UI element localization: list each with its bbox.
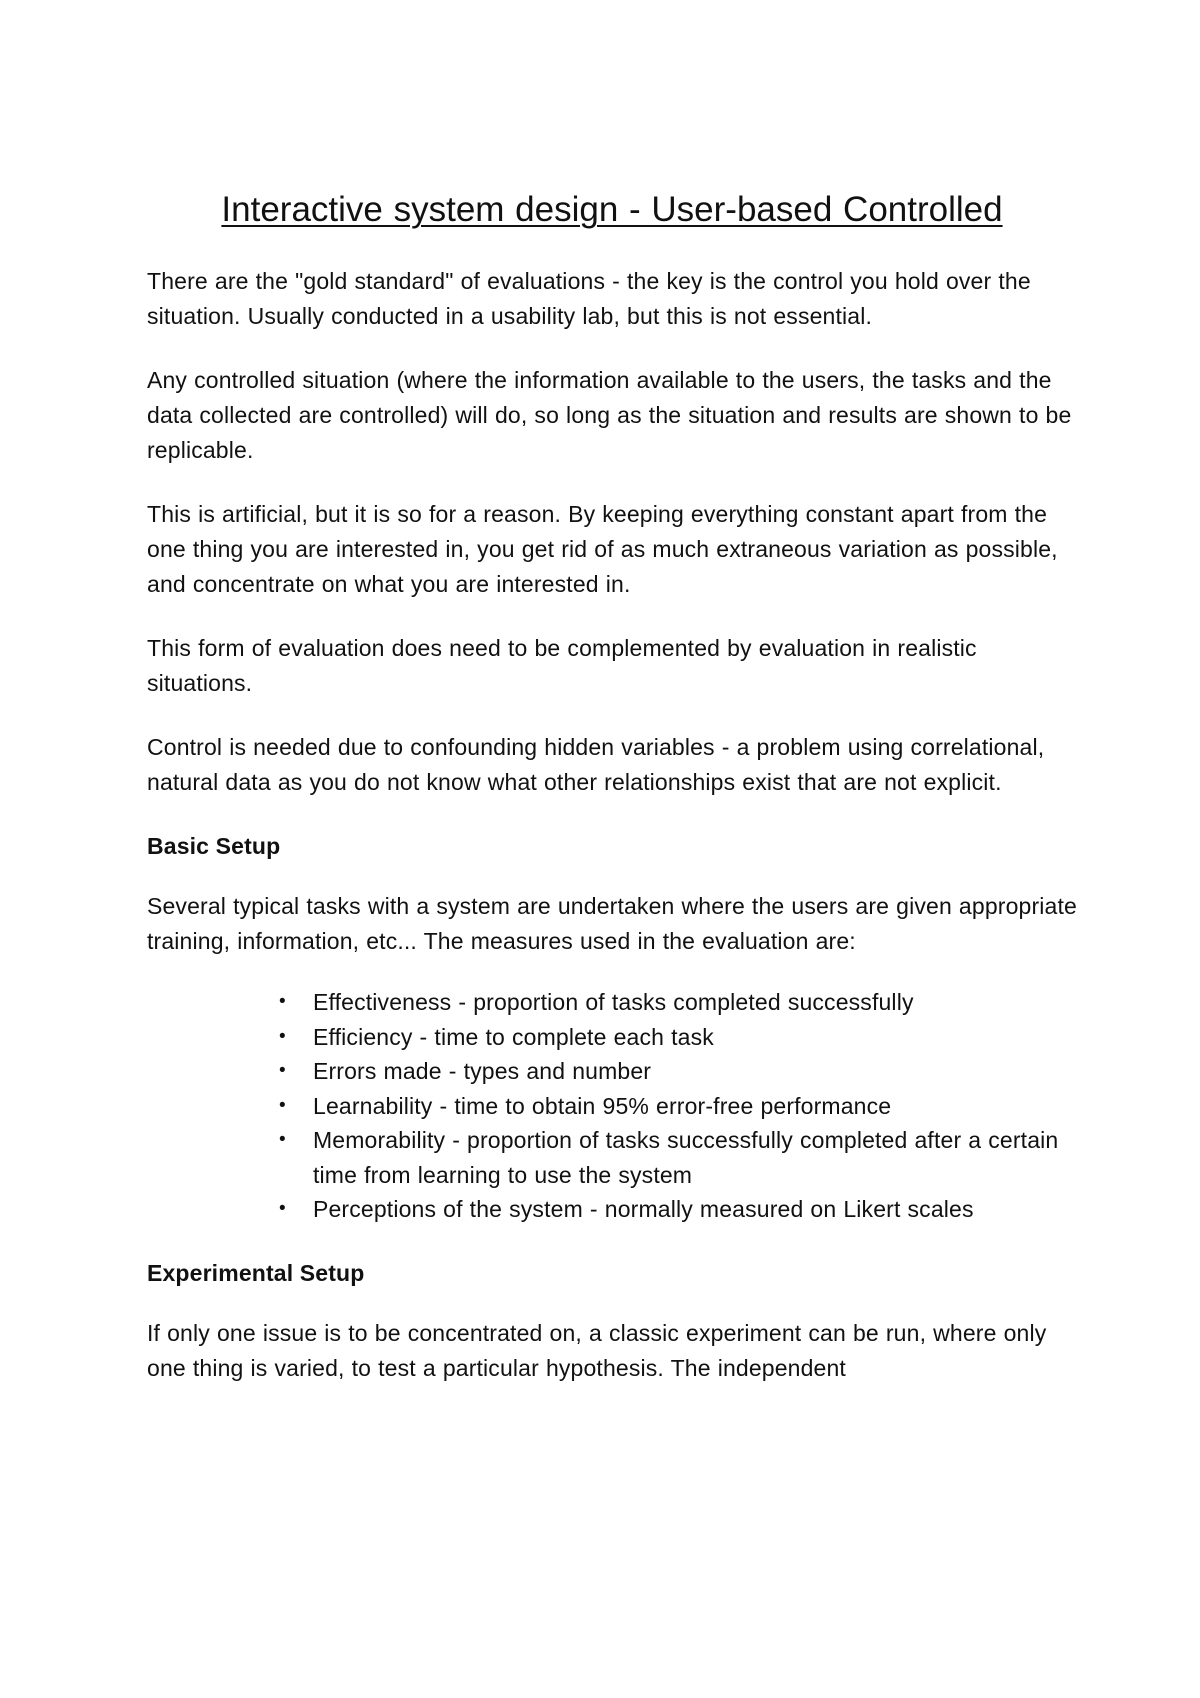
bullet-icon: • [279,1129,286,1150]
paragraph-controlled-situation: Any controlled situation (where the information available to the users, the tasks and the data collected are controlled) will do, so long as the situation and results are shown to be replicable. [147,367,1072,463]
list-item [279,1089,1077,1124]
paragraph-gold-standard: There are the "gold standard" of evaluations - the key is the control you hold over the situation. Usually conducted in a usability lab, but this is not essential. [147,268,1031,329]
paragraph-realistic-situations: This form of evaluation does need to be complemented by evaluation in realistic situations. [147,635,977,696]
list-item-text: Effectiveness - proportion of tasks completed successfully [313,989,914,1015]
list-item [279,1192,1077,1227]
paragraph-confounding-variables: Control is needed due to confounding hidden variables - a problem using correlational, natural data as you do not know what other relationships exist that are not explicit. [147,734,1045,795]
bullet-icon: • [279,1060,286,1081]
list-item [279,1054,1077,1089]
list-item-text: Errors made - types and number [313,1058,652,1084]
list-item [279,1123,1077,1192]
measures-list [147,985,1077,1227]
document-content [147,182,1077,1415]
paragraph-basic-setup-intro: Several typical tasks with a system are undertaken where the users are given appropriate training, information, etc... The measures used in the evaluation are: [147,893,1077,954]
document-title: Interactive system design - User-based Controlled [221,190,1003,229]
bullet-icon: • [279,1025,286,1047]
paragraph-experimental-setup-intro: If only one issue is to be concentrated on, a classic experiment can be run, where only one thing is varied, to test a particular hypothesis. The independent [147,1319,1047,1381]
section-heading-experimental-setup: Experimental Setup [147,1259,365,1286]
list-item-text: Efficiency - time to complete each task [313,1023,714,1050]
list-item [279,1020,1077,1055]
paragraph-artificial: This is artificial, but it is so for a reason. By keeping everything constant apart from the one thing you are interested in, you get rid of as much extraneous variation as possible, and concentrate on what you are interested in. [147,501,1058,597]
bullet-icon: • [279,991,286,1012]
bullet-icon: • [279,1198,286,1219]
list-item-text: Memorability - proportion of tasks successfully completed after a certain time from learning to use the system [313,1127,1059,1188]
bullet-icon: • [279,1094,286,1116]
list-item-text: Learnability - time to obtain 95% error-free performance [313,1092,892,1119]
list-item [279,985,1077,1020]
list-item-text: Perceptions of the system - normally measured on Likert scales [313,1196,974,1222]
section-heading-basic-setup: Basic Setup [147,833,281,859]
